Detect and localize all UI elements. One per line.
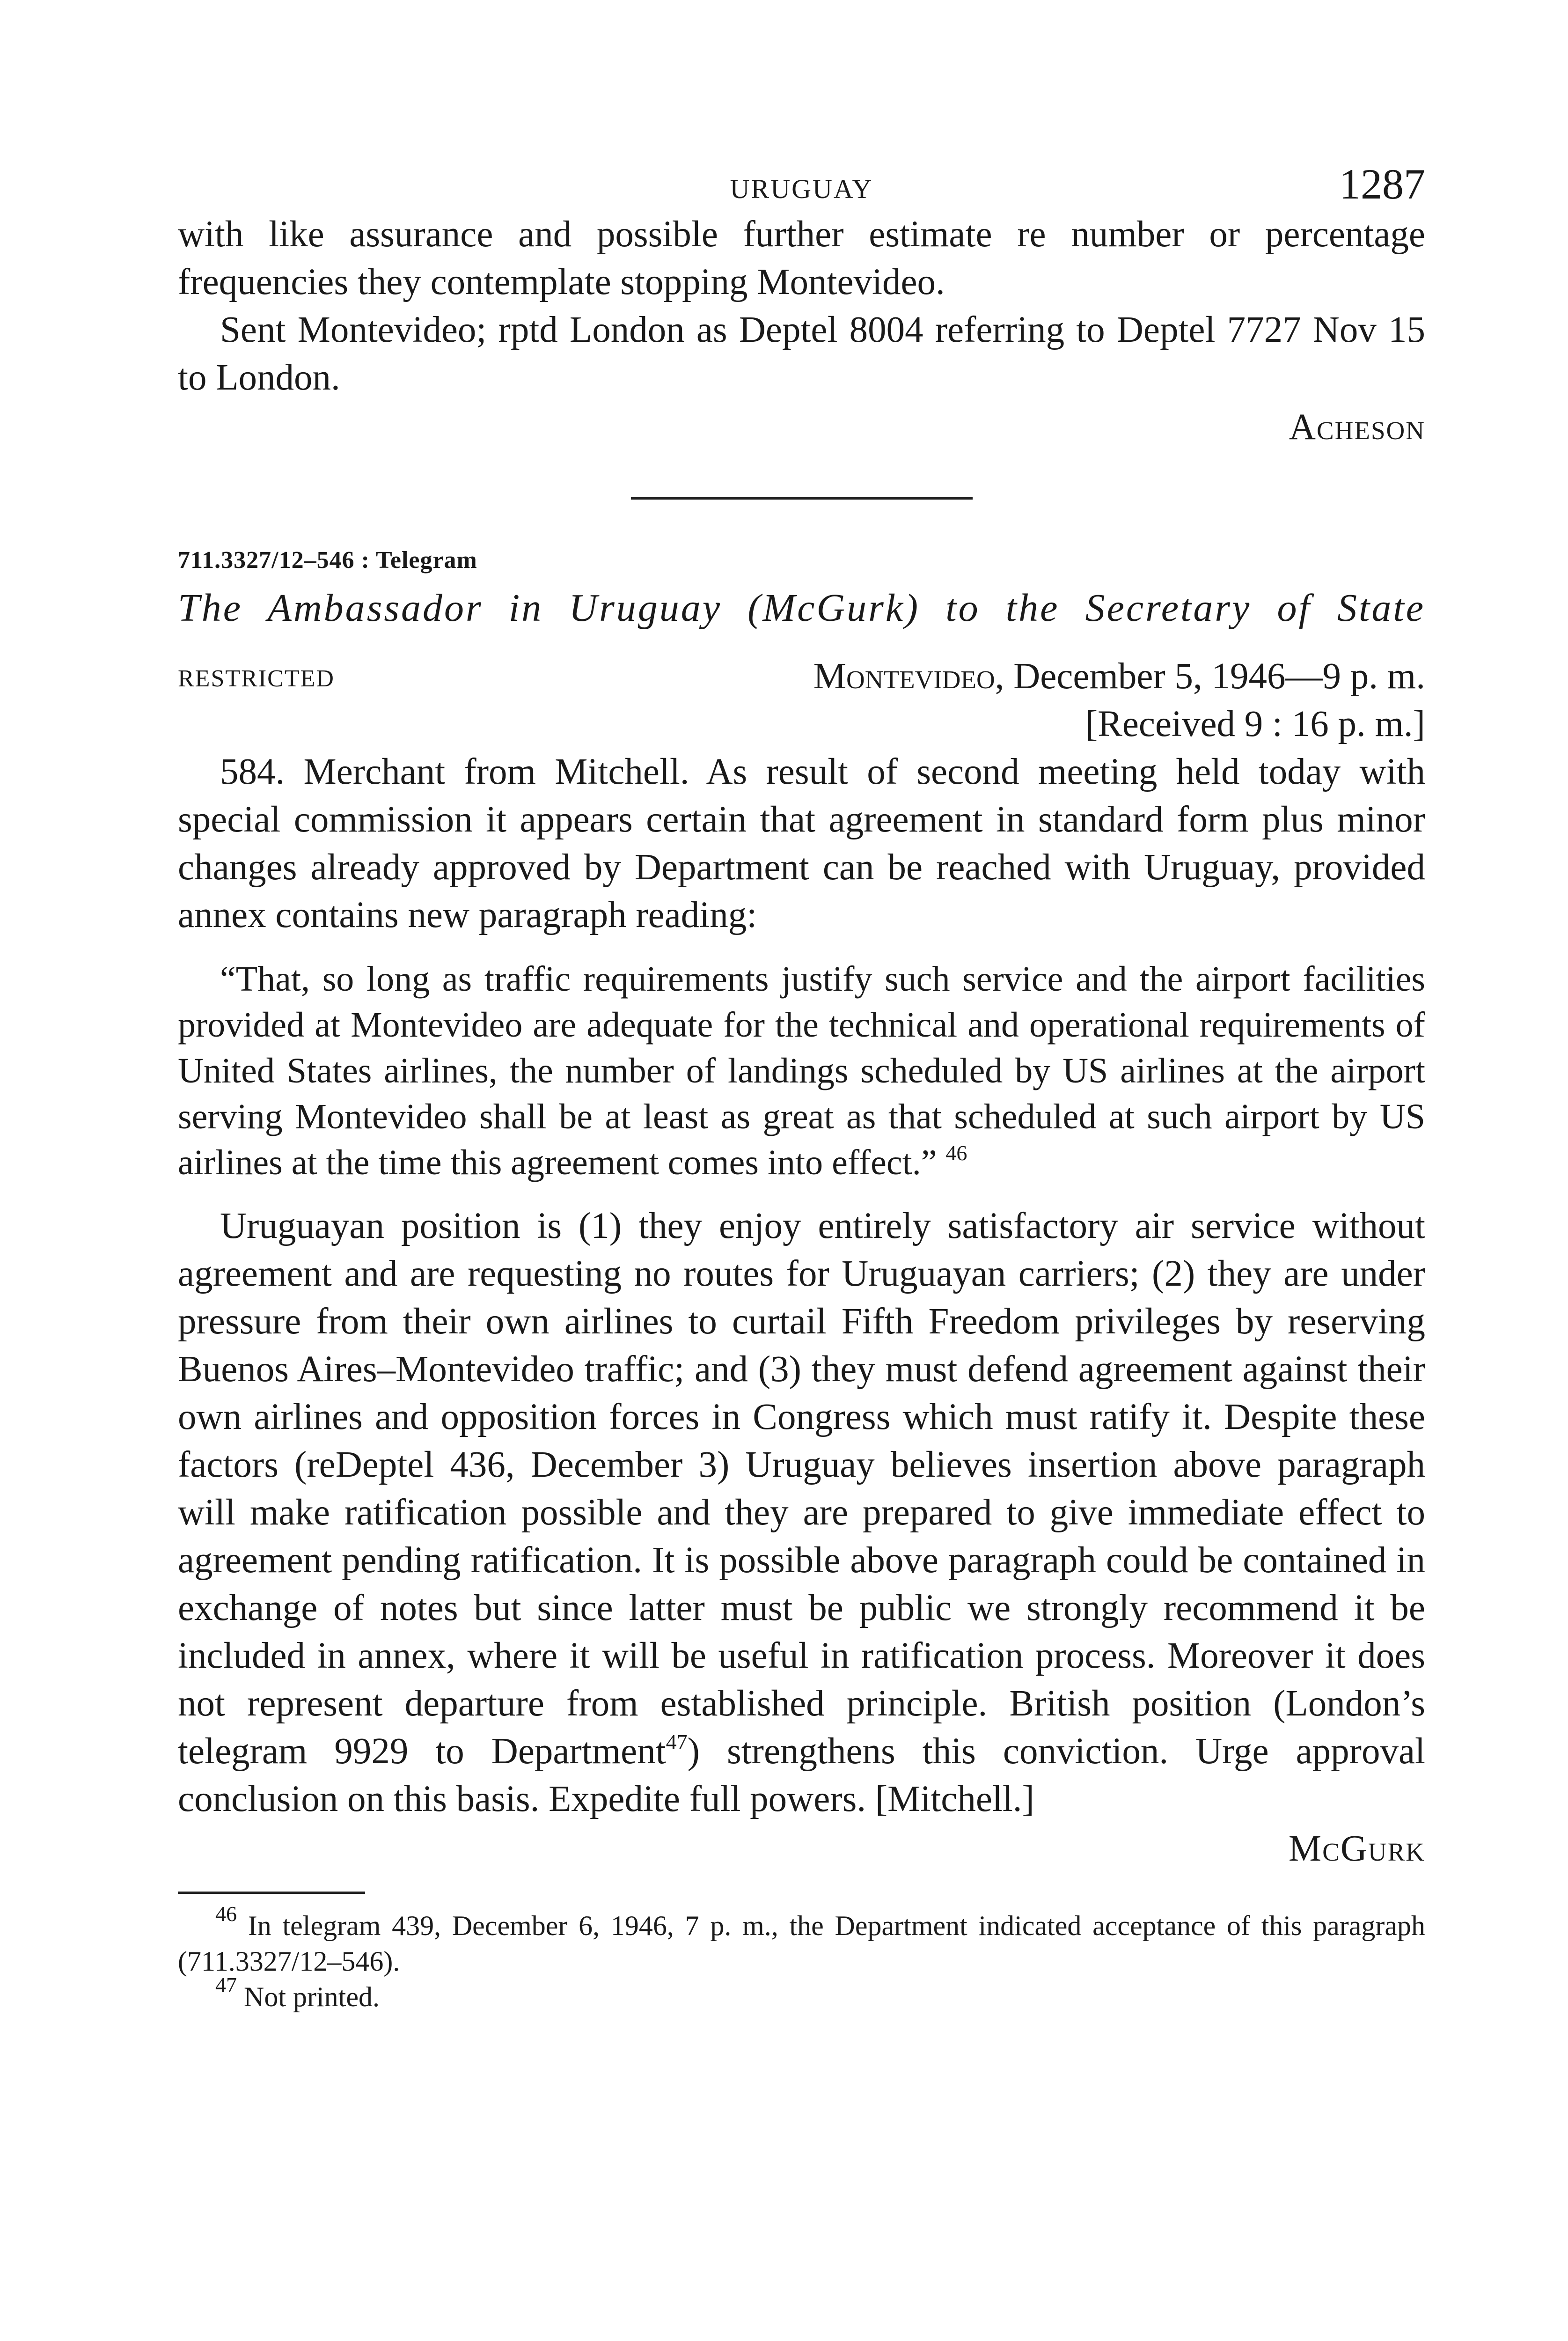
page-number: 1287 [1339,160,1425,208]
footnote-text: Not printed. [244,1981,380,2012]
file-reference: 711.3327/12–546 : Telegram [178,547,477,574]
quoted-paragraph [178,956,1425,1185]
document-page [178,159,1425,2015]
classification-label: RESTRICTED [178,665,335,692]
body-paragraph-2-text-b: ) strengthens this conviction. Urge approval conclusion on this basis. Expedite full powers. [Mitchell.] [178,1731,1425,1819]
footnote-ref-47: 47 [666,1730,688,1754]
signature-mcgurk: McGurk [1288,1828,1425,1869]
continuation-paragraph: with like assurance and possible further estimate re number or percentage frequencies they contemplate stopping Montevideo. [178,214,1425,302]
document-headline: The Ambassador in Uruguay (McGurk) to the Secretary of State [178,586,1425,630]
running-header [178,159,1425,211]
footnote-number: 47 [215,1973,237,1997]
body-paragraph-2-text-a: Uruguayan position is (1) they enjoy entirely satisfactory air service without agreement and are requesting no routes for Uruguayan carriers; (2) they are under pressure from their own airlines to curtail Fifth Freedom privileges by reserving Buenos Aires–Montevideo traffic; and (3) they must defend agreement against their own airlines and opposition forces in Congress which must ratify it. Despite these factors (reDeptel 436, December 3) Uruguay believes insertion above paragraph will make ratification possible and they are prepared to give immediate effect to agreement pending ratification. It is possible above paragraph could be contained in exchange of notes but since latter must be public we strongly recommend it be included in annex, where it will be useful in ratification process. Moreover it does not represent departure from established principle. British position (London’s telegram 9929 to Department [178,1206,1425,1772]
footnote-divider [178,1892,365,1894]
quote-text: “That, so long as traffic requirements justify such service and the airport facilities provided at Montevideo are adequate for the technical and operational requirements of United States airlines, the number of landings scheduled by US airlines at the airport serving Montevideo shall be at least as great as that scheduled at such airport by US airlines at the time this agreement comes into effect.” [178,959,1425,1182]
footnote-46 [178,1902,1426,1979]
running-title: URUGUAY [730,174,873,204]
place-date-line [813,653,1425,700]
signature-acheson: Acheson [1289,407,1425,448]
footnote-47 [178,1973,1425,2015]
footnote-number: 46 [215,1902,237,1926]
dateline [178,653,1425,748]
date: December 5, 1946—9 p. m. [1013,656,1425,697]
body-paragraph-1: 584. Merchant from Mitchell. As result of second meeting held today with special commission it appears certain that agreement in standard form plus minor changes already approved by Department can be reached with Uruguay, provided annex contains new paragraph reading: [178,751,1425,935]
section-divider [631,497,973,500]
footnote-ref-46: 46 [945,1141,967,1165]
received-time: [Received 9 : 16 p. m.] [1085,704,1425,744]
sent-note-paragraph: Sent Montevideo; rptd London as Deptel 8004 referring to Deptel 7727 Nov 15 to London. [178,309,1425,398]
footnote-text: In telegram 439, December 6, 1946, 7 p. m., the Department indicated acceptance of this paragraph (711.3327/12–546). [178,1910,1426,1977]
place: Montevideo, [813,656,1004,697]
body-paragraph-2 [178,1202,1425,1823]
place-date [813,653,1425,748]
